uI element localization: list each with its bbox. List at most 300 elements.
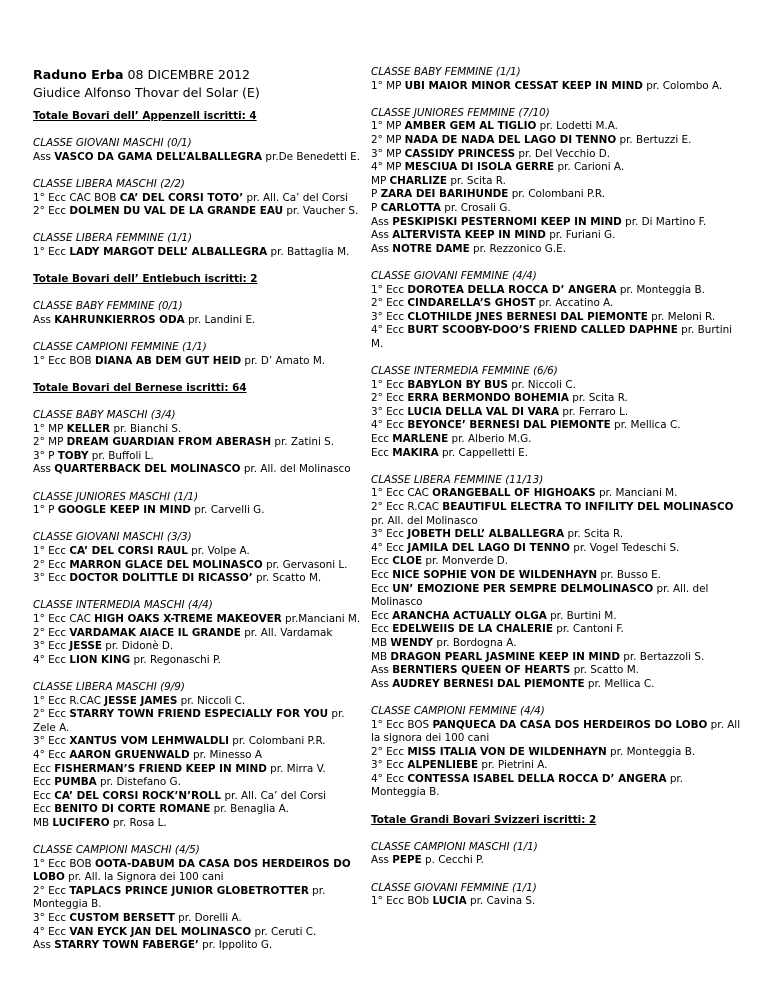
result-grade: 3° P [33, 449, 58, 462]
owner: pr. Bordogna A. [433, 636, 517, 649]
result-grade: P [371, 188, 381, 201]
result-entry [33, 708, 365, 735]
dog-name: CARLOTTA [380, 201, 441, 214]
result-grade: 1° Ecc CAC BOB [33, 191, 120, 204]
owner: pr. Ferraro L. [559, 405, 629, 418]
owner: pr. Zatini S. [271, 436, 335, 449]
class-heading: CLASSE LIBERA FEMMINE (1/1) [33, 232, 193, 245]
class-heading: CLASSE BABY FEMMINE (0/1) [33, 300, 183, 313]
spacer [33, 164, 365, 178]
class-heading: CLASSE INTERMEDIA MASCHI (4/4) [33, 599, 213, 612]
result-grade: 3° Ecc [371, 759, 408, 772]
class-heading: CLASSE BABY MASCHI (3/4) [33, 409, 176, 422]
result-grade: 3° Ecc [371, 405, 408, 418]
breed-total-heading: Totale Grandi Bovari Svizzeri iscritti: 2 [371, 813, 597, 826]
owner: pr. Bertuzzi E. [616, 133, 692, 146]
result-grade: 3° Ecc [33, 572, 70, 585]
owner: pr. Pietrini A. [478, 759, 548, 772]
owner: pr. Vogel Tedeschi S. [569, 541, 680, 554]
dog-name: TAPLACS PRINCE JUNIOR GLOBETROTTER [69, 884, 309, 897]
owner: pr. Bianchi S. [110, 422, 182, 435]
class-heading: CLASSE GIOVANI MASCHI (3/3) [33, 531, 192, 544]
result-grade: 3° Ecc [33, 912, 70, 925]
result-grade: 2° Ecc [33, 884, 70, 897]
owner: pr. Battaglia M. [267, 245, 350, 258]
result-grade: 4° Ecc [371, 772, 408, 785]
owner: pr. All. del Molinasco [371, 582, 709, 609]
spacer [33, 586, 365, 600]
result-entry [371, 379, 741, 393]
class-heading: CLASSE INTERMEDIA FEMMINE (6/6) [371, 365, 558, 378]
judge-line: Giudice Alfonso Thovar del Solar (E) [33, 85, 260, 100]
result-entry [33, 627, 365, 641]
spacer [33, 102, 365, 110]
result-grade: MB [371, 650, 391, 663]
result-grade: 2° MP [33, 436, 67, 449]
class-heading: CLASSE CAMPIONI FEMMINE (1/1) [33, 341, 207, 354]
result-entry [33, 559, 365, 573]
owner: pr. Scita R. [568, 392, 628, 405]
spacer [371, 827, 741, 841]
dog-name: LUCIA [432, 895, 467, 908]
result-entry [371, 678, 741, 692]
class-heading: CLASSE GIOVANI FEMMINE (1/1) [371, 881, 537, 894]
result-grade: Ecc [371, 433, 393, 446]
result-grade: 4° Ecc [371, 324, 408, 337]
result-grade: Ecc [33, 762, 55, 775]
dog-name: NADA DE NADA DEL LAGO DI TENNO [404, 133, 617, 146]
result-grade: 4° Ecc [371, 541, 408, 554]
dog-name: BABYLON BY BUS [407, 378, 508, 391]
result-entry [33, 926, 365, 940]
result-grade: Ecc [371, 609, 393, 622]
dog-name: ORANGEBALL OF HIGHOAKS [432, 487, 596, 500]
owner: pr. Crosali G. [440, 201, 511, 214]
owner: pr. Cantoni F. [553, 623, 624, 636]
dog-name: JESSE [69, 640, 102, 653]
owner: pr. All. Vardamak [240, 626, 333, 639]
result-grade: Ecc [33, 803, 55, 816]
dog-name: VASCO DA GAMA DELL’ALBALLEGRA [54, 150, 263, 163]
result-grade: 4° MP [371, 161, 405, 174]
result-grade: 2° Ecc [371, 392, 408, 405]
result-entry [33, 695, 365, 709]
spacer [33, 518, 365, 532]
result-entry [371, 392, 741, 406]
result-entry [371, 148, 741, 162]
result-entry [371, 134, 741, 148]
spacer [33, 219, 365, 233]
result-entry [33, 939, 365, 953]
right-column [371, 66, 741, 909]
owner: pr. Regonaschi P. [130, 653, 221, 666]
result-grade: Ass [33, 463, 55, 476]
dog-name: NOTRE DAME [392, 242, 470, 255]
result-grade: 3° Ecc [33, 640, 70, 653]
result-grade: 1° MP [371, 79, 405, 92]
dog-name: CONTESSA ISABEL DELLA ROCCA D’ ANGERA [407, 772, 667, 785]
owner: pr. Zele A. [33, 708, 345, 734]
result-grade: MP [371, 174, 390, 187]
result-grade: 1° Ecc [371, 378, 408, 391]
owner: pr. Minesso A [189, 748, 262, 761]
result-grade: 2° Ecc [33, 708, 70, 721]
owner: pr. Rezzonico G.E. [469, 242, 567, 255]
result-entry [371, 161, 741, 175]
result-entry [33, 423, 365, 437]
right-results-list [371, 66, 741, 909]
dog-name: DOROTEA DELLA ROCCA D’ ANGERA [407, 283, 617, 296]
dog-name: TOBY [57, 449, 89, 462]
dog-name: KAHRUNKIERROS ODA [54, 313, 185, 326]
dog-name: STARRY TOWN FABERGE’ [54, 939, 199, 952]
owner: p. Cecchi P. [421, 854, 484, 867]
owner: pr. Monteggia B. [33, 884, 326, 911]
class-heading: CLASSE CAMPIONI MASCHI (4/5) [33, 844, 200, 857]
dog-name: CASSIDY PRINCESS [404, 147, 516, 160]
result-grade: 4° Ecc [371, 419, 408, 432]
result-grade: Ass [33, 150, 55, 163]
result-grade: Ass [371, 854, 393, 867]
dog-name: ZARA DEI BARIHUNDE [380, 188, 509, 201]
owner: pr. Manciani M. [595, 487, 678, 500]
owner: pr. Benaglia A. [210, 803, 289, 816]
result-entry [371, 555, 741, 569]
dog-name: VAN EYCK JAN DEL MOLINASCO [69, 925, 252, 938]
owner: pr. Colombani P.R. [508, 188, 606, 201]
owner: pr. Burtini M. [371, 324, 733, 350]
result-grade: 1° MP [371, 120, 405, 133]
result-grade: Ass [371, 242, 393, 255]
owner: pr. Scita R. [564, 528, 624, 541]
result-entry [33, 817, 365, 831]
result-entry [371, 433, 741, 447]
result-entry [371, 759, 741, 773]
owner: pr. Accatino A. [535, 297, 614, 310]
owner: pr. Colombani P.R. [228, 735, 326, 748]
breed-total-heading: Totale Bovari dell’ Entlebuch iscritti: 2 [33, 273, 258, 286]
owner: pr. Didonè D. [101, 640, 174, 653]
owner: pr. Scita R. [447, 174, 506, 187]
result-entry [371, 651, 741, 665]
spacer [371, 93, 741, 107]
result-grade: 1° Ecc R.CAC [33, 694, 105, 707]
result-entry [33, 151, 365, 165]
dog-name: FISHERMAN’S FRIEND KEEP IN MIND [54, 762, 267, 775]
result-grade: 2° Ecc [33, 626, 70, 639]
dog-name: CA’ DEL CORSI ROCK’N’ROLL [54, 789, 222, 802]
dog-name: GOOGLE KEEP IN MIND [57, 504, 191, 517]
owner: pr. Cappelletti E. [438, 446, 529, 459]
owner: pr. Alberio M.G. [448, 433, 532, 446]
result-grade: 2° Ecc [371, 297, 408, 310]
result-grade: 4° Ecc [33, 748, 70, 761]
result-entry [33, 355, 365, 369]
result-grade: 4° Ecc [33, 653, 70, 666]
spacer [371, 868, 741, 882]
spacer [33, 477, 365, 491]
class-heading: CLASSE LIBERA MASCHI (2/2) [33, 177, 185, 190]
dog-name: LUCIFERO [52, 816, 110, 829]
dog-name: LION KING [69, 653, 131, 666]
dog-name: ARANCHA ACTUALLY OLGA [392, 609, 547, 622]
dog-name: VARDAMAK AIACE IL GRANDE [69, 626, 241, 639]
class-heading: CLASSE JUNIORES FEMMINE (7/10) [371, 106, 550, 119]
result-entry [371, 284, 741, 298]
owner: pr. Del Vecchio D. [515, 147, 611, 160]
owner: pr. Gervasoni L. [262, 558, 348, 571]
dog-name: UBI MAIOR MINOR CESSAT KEEP IN MIND [404, 79, 643, 92]
result-grade: 1° Ecc [33, 245, 70, 258]
result-entry [371, 297, 741, 311]
result-entry [371, 528, 741, 542]
dog-name: MISS ITALIA VON DE WILDENHAYN [407, 745, 607, 758]
result-entry [371, 120, 741, 134]
result-entry [371, 175, 741, 189]
dog-name: QUARTERBACK DEL MOLINASCO [54, 463, 241, 476]
dog-name: CLOTHILDE JNES BERNESI DAL PIEMONTE [407, 310, 648, 323]
dog-name: PANQUECA DA CASA DOS HERDEIROS DO LOBO [432, 718, 708, 731]
result-grade: Ass [371, 664, 393, 677]
result-grade: 3° Ecc [33, 735, 70, 748]
owner: pr.De Benedetti E. [262, 150, 361, 163]
owner: pr. Bertazzoli S. [619, 650, 705, 663]
result-entry [371, 243, 741, 257]
dog-name: HIGH OAKS X-TREME MAKEOVER [94, 612, 282, 625]
result-entry [371, 80, 741, 94]
result-grade: Ecc [371, 446, 393, 459]
result-grade: 4° Ecc [33, 925, 70, 938]
dog-name: NICE SOPHIE VON DE WILDENHAYN [392, 568, 598, 581]
owner: pr. Volpe A. [187, 545, 250, 557]
result-entry [33, 790, 365, 804]
result-grade: 1° Ecc [371, 283, 408, 296]
owner: pr. All. del Molinasco [371, 514, 478, 527]
dog-name: PEPE [392, 854, 422, 867]
owner: pr. Niccoli C. [177, 694, 246, 707]
spacer [33, 830, 365, 844]
result-entry [371, 202, 741, 216]
owner: pr. Mirra V. [266, 762, 326, 775]
owner: pr. All. Ca’ del Corsi [243, 191, 349, 204]
result-entry [371, 719, 741, 746]
owner: pr. Lodetti M.A. [536, 120, 618, 133]
dog-name: CA’ DEL CORSI TOTO’ [119, 191, 244, 204]
owner: pr.Manciani M. [281, 612, 361, 625]
result-entry [371, 583, 741, 610]
result-entry [33, 314, 365, 328]
result-grade: Ecc [371, 568, 393, 581]
result-entry [371, 501, 741, 528]
result-entry [33, 246, 365, 260]
dog-name: OOTA-DABUM DA CASA DOS HERDEIROS DO LOBO [33, 857, 351, 884]
owner: pr. Buffoli L. [88, 449, 154, 462]
spacer [33, 124, 365, 138]
dog-name: CINDARELLA’S GHOST [407, 297, 536, 310]
dog-name: MARRON GLACE DEL MOLINASCO [69, 558, 263, 571]
dog-name: DREAM GUARDIAN FROM ABERASH [66, 436, 272, 449]
class-heading: CLASSE GIOVANI MASCHI (0/1) [33, 137, 192, 150]
result-grade: 2° Ecc R.CAC [371, 501, 443, 513]
owner: pr. Dorelli A. [174, 912, 242, 925]
owner: pr. Furiani G. [545, 229, 616, 242]
dog-name: PESKIPISKI PESTERNOMI KEEP IN MIND [392, 215, 622, 228]
spacer [33, 287, 365, 301]
dog-name: CHARLIZE [389, 174, 448, 187]
owner: pr. Scatto M. [252, 572, 322, 585]
owner: pr. Carvelli G. [190, 504, 265, 517]
owner: pr. All. la Signora dei 100 cani [64, 871, 224, 884]
owner: pr. Monverde D. [422, 555, 509, 568]
class-heading: CLASSE JUNIORES MASCHI (1/1) [33, 490, 199, 503]
result-entry [33, 463, 365, 477]
spacer [33, 260, 365, 274]
result-entry [371, 406, 741, 420]
dog-name: XANTUS VOM LEHMWALDLI [69, 735, 229, 748]
result-entry [33, 654, 365, 668]
spacer [33, 328, 365, 342]
document-title [33, 66, 365, 84]
result-entry [33, 776, 365, 790]
dog-name: LUCIA DELLA VAL DI VARA [407, 405, 560, 418]
result-grade: 2° MP [371, 133, 405, 146]
owner: pr. Di Martino F. [621, 215, 707, 228]
result-grade: 1° Ecc BOb [371, 895, 433, 908]
dog-name: MESCIUA DI ISOLA GERRE [404, 161, 555, 174]
dog-name: CA’ DEL CORSI RAUL [69, 545, 188, 557]
spacer [371, 351, 741, 365]
result-entry [33, 803, 365, 817]
event-name: Raduno Erba [33, 67, 124, 82]
owner: pr. All la signora dei 100 cani [371, 718, 741, 745]
result-entry [33, 613, 365, 627]
dog-name: DOLMEN DU VAL DE LA GRANDE EAU [69, 205, 284, 218]
dog-name: AUDREY BERNESI DAL PIEMONTE [392, 677, 585, 690]
result-entry [33, 504, 365, 518]
class-heading: CLASSE CAMPIONI FEMMINE (4/4) [371, 704, 545, 717]
class-heading: CLASSE BABY FEMMINE (1/1) [371, 66, 521, 78]
result-entry [371, 311, 741, 325]
result-grade: Ecc [371, 623, 393, 636]
owner: pr. All. Ca’ del Corsi [221, 789, 327, 802]
result-entry [33, 545, 365, 559]
result-entry [371, 664, 741, 678]
dog-name: KELLER [66, 422, 111, 435]
owner: pr. All. del Molinasco [240, 463, 351, 476]
result-grade: 3° Ecc [371, 528, 408, 541]
owner: pr. Ceruti C. [251, 925, 317, 938]
dog-name: JESSE JAMES [104, 694, 178, 707]
dog-name: CUSTOM BERSETT [69, 912, 175, 925]
spacer [33, 667, 365, 681]
dog-name: BEYONCE’ BERNESI DAL PIEMONTE [407, 419, 611, 432]
result-entry [371, 569, 741, 583]
owner: pr. Busso E. [597, 568, 661, 581]
dog-name: WENDY [390, 636, 434, 649]
dog-name: EDELWEIIS DE LA CHALERIE [392, 623, 553, 636]
dog-name: STARRY TOWN FRIEND ESPECIALLY FOR YOU [69, 708, 329, 721]
result-entry [33, 735, 365, 749]
result-entry [371, 419, 741, 433]
owner: pr. Distefano G. [96, 776, 181, 789]
owner: pr. Ippolito G. [198, 939, 273, 952]
result-entry [371, 229, 741, 243]
class-heading: CLASSE GIOVANI FEMMINE (4/4) [371, 269, 537, 282]
owner: pr. Colombo A. [642, 79, 723, 92]
result-grade: Ass [33, 313, 55, 326]
owner: pr. Carioni A. [554, 161, 625, 174]
result-grade: Ecc [33, 789, 55, 802]
result-entry [33, 885, 365, 912]
result-entry [371, 324, 741, 351]
result-grade: Ass [371, 229, 393, 242]
result-grade: 1° Ecc BOB [33, 354, 95, 367]
dog-name: BERNTIERS QUEEN OF HEARTS [392, 664, 571, 677]
event-date: 08 DICEMBRE 2012 [123, 67, 250, 82]
dog-name: BEAUTIFUL ELECTRA TO INFILITY DEL MOLINASCO [442, 501, 734, 513]
result-grade: Ecc [33, 776, 55, 789]
dog-name: AARON GRUENWALD [69, 748, 190, 761]
result-grade: 3° MP [371, 147, 405, 160]
owner: pr. Scatto M. [570, 664, 639, 677]
result-grade: Ass [371, 677, 393, 690]
owner: pr. Monteggia B. [616, 283, 705, 296]
class-heading: CLASSE CAMPIONI MASCHI (1/1) [371, 840, 538, 853]
result-grade: 1° Ecc BOB [33, 857, 95, 870]
dog-name: MARLENE [392, 433, 449, 446]
breed-total-heading: Totale Bovari del Bernese iscritti: 64 [33, 381, 247, 394]
result-entry [33, 192, 365, 206]
result-grade: P [371, 201, 381, 214]
result-entry [371, 773, 741, 800]
dog-name: DRAGON PEARL JASMINE KEEP IN MIND [390, 650, 620, 663]
dog-name: ERRA BERMONDO BOHEMIA [407, 392, 569, 405]
dog-name: DOCTOR DOLITTLE DI RICASSO’ [69, 572, 253, 585]
result-grade: 1° Ecc BOS [371, 718, 433, 731]
owner: pr. Rosa L. [109, 816, 167, 829]
spacer [33, 395, 365, 409]
owner: pr. Burtini M. [546, 609, 617, 622]
result-entry [33, 858, 365, 885]
class-heading: CLASSE LIBERA FEMMINE (11/13) [371, 473, 544, 486]
result-grade: 2° Ecc [33, 205, 70, 218]
result-entry [371, 610, 741, 624]
class-heading: CLASSE LIBERA MASCHI (9/9) [33, 680, 185, 693]
owner: pr. Monteggia B. [606, 745, 696, 758]
result-entry [371, 854, 741, 868]
left-column [33, 66, 365, 953]
result-entry [33, 912, 365, 926]
result-entry [371, 447, 741, 461]
dog-name: AMBER GEM AL TIGLIO [404, 120, 537, 133]
result-grade: 1° Ecc CAC [371, 487, 433, 500]
owner: pr. D’ Amato M. [241, 354, 326, 367]
result-grade: 1° Ecc CAC [33, 612, 95, 625]
result-grade: Ass [371, 215, 393, 228]
result-entry [33, 749, 365, 763]
spacer [33, 368, 365, 382]
result-grade: Ass [33, 939, 55, 952]
owner: pr. Mellica C. [610, 419, 681, 432]
owner: pr. Mellica C. [584, 677, 655, 690]
result-grade: 1° Ecc [33, 545, 70, 557]
result-entry [371, 542, 741, 556]
owner: pr. Niccoli C. [507, 378, 576, 391]
result-entry [33, 763, 365, 777]
result-grade: Ecc [371, 555, 393, 568]
result-grade: 1° MP [33, 422, 67, 435]
owner: pr. Meloni R. [647, 310, 716, 323]
